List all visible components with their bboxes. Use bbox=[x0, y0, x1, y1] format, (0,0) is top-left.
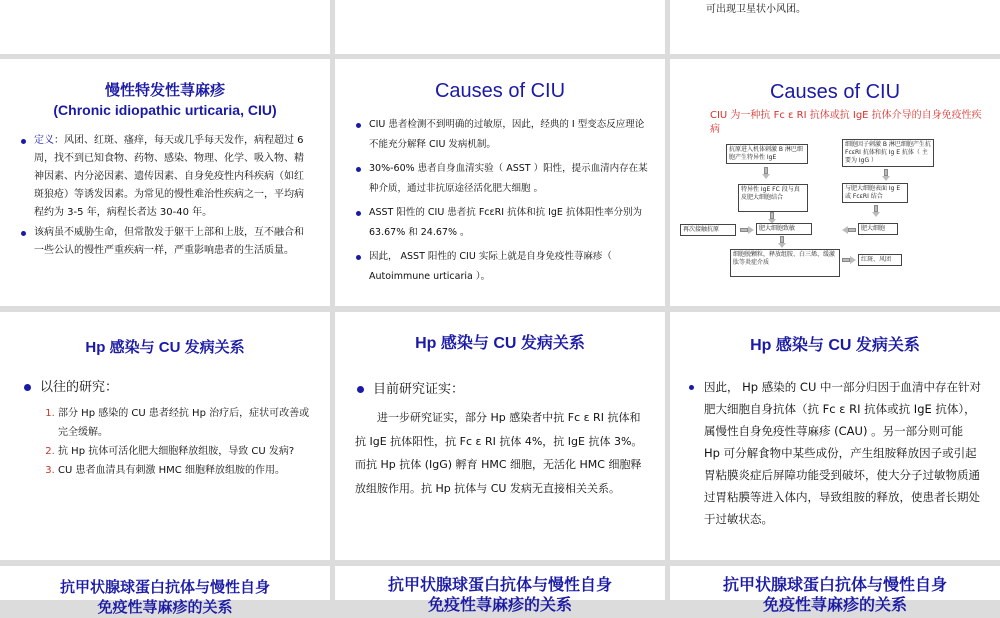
diagram-box-reexposure: 再次接触抗原 bbox=[680, 224, 736, 236]
diagram-box-degranulation: 细胞脱颗粒，释放组胺、白三烯、缓激肽等炎症介质 bbox=[730, 249, 840, 277]
slide-title: 慢性特发性荨麻疹 bbox=[104, 82, 225, 99]
arrow-down-icon bbox=[882, 169, 890, 181]
slide-title: 抗甲状腺球蛋白抗体与慢性自身 bbox=[59, 579, 270, 596]
diagram-box-mast-binding: 与肥大细胞表面 Ig E 或 FcεRI 结合 bbox=[842, 183, 908, 203]
slide-title-line2: 免疫性荨麻疹的关系 bbox=[97, 599, 233, 616]
diagram-box-mast-cell: 肥大细胞 bbox=[858, 223, 898, 235]
slide-title: Causes of CIU bbox=[434, 80, 566, 102]
diagram-box-ige-binding: 特异性 IgE FC 段与真皮肥大细胞结合 bbox=[738, 184, 808, 212]
bullet-impact: 该病虽不威胁生命，但常散发于躯干上部和上肢，互不融合和一些公认的慢性严重疾病一样，严重影响患者的生活质量。 bbox=[20, 224, 312, 260]
slide-title-line2: 免疫性荨麻疹的关系 bbox=[762, 597, 907, 614]
slide-title: 抗甲状腺球蛋白抗体与慢性自身 bbox=[722, 577, 947, 594]
slide-thyroid-2[interactable] bbox=[335, 566, 665, 614]
arrow-down-icon bbox=[762, 167, 770, 179]
list-item: 2. 抗 Hp 抗体可活化肥大细胞释放组胺，导致 CU 发病? bbox=[58, 442, 318, 461]
diagram-box-wheals: 红斑、风团 bbox=[858, 254, 902, 266]
arrow-left-icon bbox=[842, 226, 856, 234]
numbered-list bbox=[22, 404, 318, 480]
slide-title: 抗甲状腺球蛋白抗体与慢性自身 bbox=[387, 577, 612, 594]
slide-title-line2: 免疫性荨麻疹的关系 bbox=[427, 597, 572, 614]
slide-thyroid-1[interactable] bbox=[0, 566, 330, 616]
slide-ciu-definition[interactable] bbox=[0, 59, 330, 306]
arrow-right-icon bbox=[842, 256, 856, 264]
slide-body bbox=[355, 115, 651, 291]
slide-fragment-text: 可出现卫星状小风团。 bbox=[706, 4, 806, 15]
slide-body bbox=[688, 376, 982, 530]
arrow-down-icon bbox=[872, 205, 880, 217]
slide-hp-previous-research[interactable] bbox=[0, 312, 330, 560]
bullet-lead: 以往的研究： bbox=[22, 378, 318, 398]
slide-partial-top-middle bbox=[335, 0, 665, 54]
slide-partial-top-left bbox=[0, 0, 330, 54]
slide-partial-top-right bbox=[670, 0, 1000, 54]
slide-paragraph: 进一步研究证实，部分 Hp 感染者中抗 Fc ε RI 抗体和抗 IgE 抗体阳性，抗 Fc ε RI 抗体 4%，抗 IgE 抗体 3%。而抗 Hp 抗体 (IgG) 孵育 HMC 细胞，无活化 HMC 细胞释放组胺作用。抗 Hp 抗体与 CU 发病无直接相关关系。 bbox=[355, 411, 643, 495]
bullet-item: CIU 患者检测不到明确的过敏原，因此，经典的 I 型变态反应理论不能充分解释 CIU 发病机制。 bbox=[355, 115, 651, 155]
diagram-box-cytokine: 细胞因子刺激 B 淋巴细胞产生抗 FcεRI 抗体和抗 Ig E 抗体（ 主要为 IgG ） bbox=[842, 139, 934, 167]
bullet-item: ASST 阳性的 CIU 患者抗 FcεRI 抗体和抗 IgE 抗体阳性率分别为 63.67% 和 24.67% 。 bbox=[355, 203, 651, 243]
slide-causes-of-ciu[interactable] bbox=[335, 59, 665, 306]
bullet-definition: 定义：风团、红斑、瘙痒，每天或几乎每天发作，病程超过 6 周，找不到已知食物、药物、感染、物理、化学、吸入物、精神因素、内分泌因素、遗传因素、自身免疫性内科疾病（如红斑狼疮）等诱发因素。为常见的慢性难治性疾病之一，平均病程约为 3-5 年，病程长者达 30-40 年。 bbox=[20, 132, 312, 222]
slide-hp-conclusion[interactable] bbox=[670, 312, 1000, 560]
arrow-right-icon bbox=[740, 226, 754, 234]
slide-body bbox=[20, 132, 312, 262]
bullet-lead: 目前研究证实： bbox=[355, 380, 647, 400]
slide-title: Hp 感染与 CU 发病关系 bbox=[85, 339, 245, 356]
bullet-item: 因此， Hp 感染的 CU 中一部分归因于血清中存在针对肥大细胞自身抗体（抗 Fc ε RI 抗体或抗 IgE 抗体），属慢性自身免疫性荨麻疹 (CAU) 。另一部分则可能 Hp 可分解食物中某些成份，产生组胺释放因子或引起胃粘膜炎症后屏障功能受到破坏，使大分子过敏物质通过胃粘膜等进入体内，导致组胺的释放，使患者长期处于过敏状态。 bbox=[688, 376, 982, 530]
slide-body bbox=[355, 380, 647, 500]
slide-title: Hp 感染与 CU 发病关系 bbox=[750, 337, 920, 354]
slide-body bbox=[22, 378, 318, 480]
arrow-down-icon bbox=[778, 236, 786, 248]
bullet-item: 因此， ASST 阳性的 CIU 实际上就是自身免疫性荨麻疹（ Autoimmune urticaria ）。 bbox=[355, 247, 651, 287]
diagram-caption: CIU 为一种抗 Fc ε RI 抗体或抗 IgE 抗体介导的自身免疫性疾病 bbox=[710, 110, 982, 135]
diagram-box-antigen-entry: 抗原进入机体刺激 B 淋巴细胞产生特异性 IgE bbox=[726, 144, 808, 164]
diagram-box-sensitized: 肥大细胞致敏 bbox=[756, 223, 812, 235]
slide-title: Causes of CIU bbox=[769, 81, 901, 103]
slide-thyroid-3[interactable] bbox=[670, 566, 1000, 614]
slide-title: Hp 感染与 CU 发病关系 bbox=[415, 335, 585, 352]
slide-causes-diagram[interactable] bbox=[670, 59, 1000, 306]
list-item: 1. 部分 Hp 感染的 CU 患者经抗 Hp 治疗后，症状可改善或完全缓解。 bbox=[58, 404, 318, 442]
slide-hp-current-research[interactable] bbox=[335, 312, 665, 560]
slide-subtitle: (Chronic idiopathic urticaria, CIU) bbox=[53, 102, 277, 118]
bullet-item: 30%-60% 患者自身血清实验（ ASST ）阳性，提示血清内存在某种介质，通过非抗原途径活化肥大细胞 。 bbox=[355, 159, 651, 199]
list-item: 3. CU 患者血清具有刺激 HMC 细胞释放组胺的作用。 bbox=[58, 461, 318, 480]
